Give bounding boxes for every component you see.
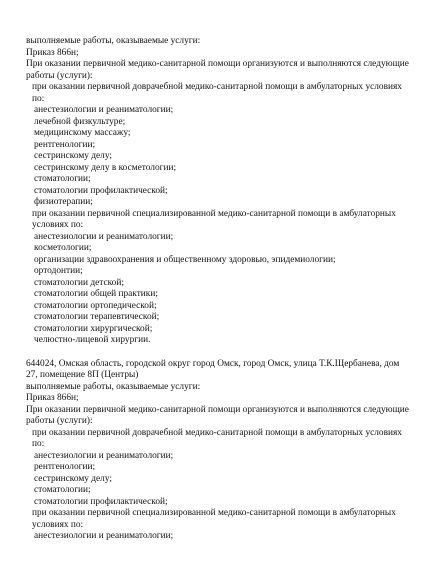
- service-item: анестезиологии и реаниматологии;: [34, 450, 174, 461]
- order-reference: Приказ 866н;: [26, 47, 79, 58]
- works-intro: При оказании первичной медико-санитарной помощи организуются и выполняются следующие работы (услуги):: [26, 404, 409, 426]
- service-item: ортодонтии;: [34, 266, 83, 276]
- service-item: анестезиологии и реаниматологии;: [34, 105, 174, 115]
- service-item: стоматологии профилактической;: [34, 185, 168, 196]
- service-item: анестезиологии и реаниматологии;: [34, 231, 174, 242]
- works-intro: При оказании первичной медико-санитарной помощи организуются и выполняются следующие работы (услуги):: [26, 59, 409, 81]
- service-item: организации здравоохранения и общественному здоровью, эпидемиологии;: [34, 254, 336, 265]
- service-item: сестринскому делу;: [34, 151, 112, 161]
- service-item: сестринскому делу в косметологии;: [34, 162, 177, 173]
- block-title-prehospital: при оказании первичной доврачебной медико-санитарной помощи в амбулаторных условиях по:: [32, 427, 402, 449]
- service-item: стоматологии хирургической;: [34, 323, 153, 334]
- service-item: стоматологии;: [34, 485, 91, 495]
- order-reference: Приказ 866н;: [26, 393, 79, 403]
- service-item: анестезиологии и реаниматологии;: [34, 531, 174, 541]
- service-item: рентгенологии;: [34, 462, 96, 472]
- works-header: выполняемые работы, оказываемые услуги:: [26, 381, 201, 392]
- service-item: стоматологии общей практики;: [34, 289, 158, 299]
- location-address: 644024, Омская область, городской округ город Омск, город Омск, улица Т.К.Щербанева, дом 27, помещение 8П (Центры): [26, 358, 400, 380]
- service-item: медицинскому массажу;: [34, 128, 131, 138]
- works-header: выполняемые работы, оказываемые услуги:: [26, 36, 201, 46]
- block-title-specialized: при оказании первичной специализированной медико-санитарной помощи в амбулаторных условиях по:: [32, 508, 396, 530]
- service-item: стоматологии;: [34, 174, 91, 184]
- block-title-prehospital: при оказании первичной доврачебной медико-санитарной помощи в амбулаторных условиях по:: [32, 82, 402, 104]
- service-item: стоматологии профилактической;: [34, 496, 168, 507]
- service-item: стоматологии детской;: [34, 277, 124, 288]
- service-item: сестринскому делу;: [34, 473, 112, 484]
- service-item: рентгенологии;: [34, 139, 96, 150]
- block-title-specialized: при оказании первичной специализированной медико-санитарной помощи в амбулаторных условиях по:: [32, 208, 396, 230]
- service-item: челюстно-лицевой хирургии.: [34, 335, 151, 345]
- section-spacer: [26, 347, 410, 359]
- service-item: физиотерапии;: [34, 197, 93, 207]
- service-item: стоматологии ортопедической;: [34, 300, 157, 311]
- service-item: стоматологии терапевтической;: [34, 312, 160, 322]
- service-item: лечебной физкультуре;: [34, 116, 126, 127]
- service-item: косметологии;: [34, 243, 92, 253]
